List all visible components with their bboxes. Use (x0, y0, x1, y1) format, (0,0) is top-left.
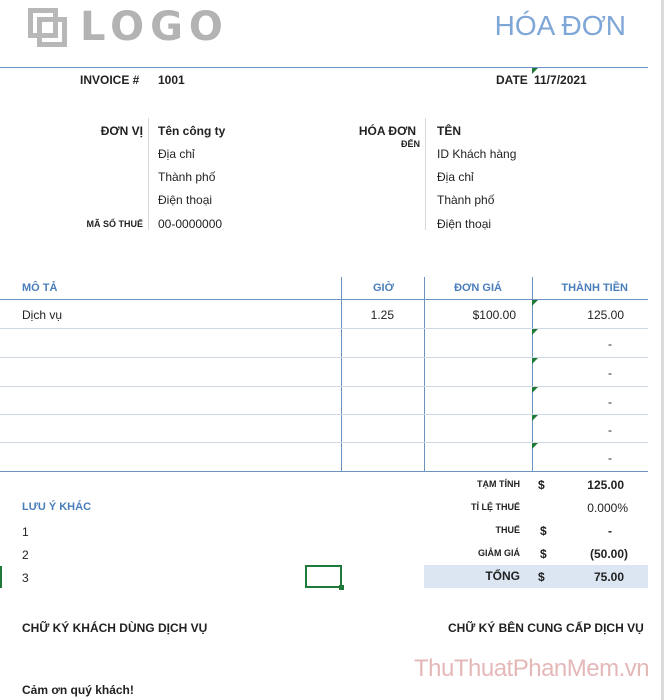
subtotal-label: TẠM TÍNH (477, 479, 520, 489)
cell-comment-marker (532, 358, 538, 364)
subtotal-value[interactable]: 125.00 (587, 478, 624, 492)
seller-phone[interactable]: Điện thoại (158, 193, 213, 207)
invoice-title: HÓA ĐƠN (494, 10, 626, 41)
seller-divider (148, 118, 149, 230)
col-header-hours: GIỜ (373, 282, 394, 294)
row-4-amount[interactable]: - (608, 395, 612, 409)
total-value[interactable]: 75.00 (593, 570, 624, 584)
table-header-underline (0, 299, 648, 300)
cell-comment-marker (532, 329, 538, 335)
cell-comment-marker (532, 387, 538, 393)
seller-tax-id[interactable]: 00-0000000 (158, 217, 223, 231)
tax-value[interactable]: - (608, 524, 612, 538)
tax-label: THUẾ (495, 525, 520, 535)
logo-icon (28, 8, 68, 46)
buyer-sublabel: ĐẾN (400, 139, 420, 149)
row-divider (0, 328, 648, 329)
watermark-text: ThuThuatPhanMem.vn (414, 655, 650, 682)
tax-id-label: MÃ SỐ THUẾ (86, 219, 143, 229)
row-selection-marker (0, 566, 2, 588)
row-1-amount[interactable]: 125.00 (587, 308, 624, 322)
buyer-customer-id[interactable]: ID Khách hàng (437, 147, 517, 161)
buyer-city[interactable]: Thành phố (437, 193, 495, 207)
thank-you-note: Cảm ơn quý khách! (22, 683, 134, 697)
row-divider (0, 357, 648, 358)
tax-currency: $ (540, 524, 547, 538)
buyer-divider (425, 118, 426, 230)
row-divider (0, 442, 648, 443)
col-header-amount: THÀNH TIỀN (561, 282, 628, 294)
date-label: DATE (496, 73, 528, 87)
header-divider (0, 67, 648, 68)
tax-rate-label: TỈ LỆ THUẾ (471, 502, 520, 512)
buyer-name[interactable]: TÊN (437, 124, 461, 138)
seller-name[interactable]: Tên công ty (158, 124, 226, 138)
logo-text: LOGO (80, 4, 229, 50)
seller-label: ĐƠN VỊ (100, 124, 143, 138)
note-item-1[interactable]: 1 (22, 525, 29, 539)
discount-value[interactable]: (50.00) (589, 547, 628, 561)
row-1-description[interactable]: Dịch vụ (22, 308, 63, 322)
tax-rate-value[interactable]: 0.000% (587, 501, 628, 515)
notes-label: LƯU Ý KHÁC (22, 501, 92, 513)
subtotal-currency: $ (538, 478, 545, 492)
row-6-amount[interactable]: - (608, 451, 612, 465)
discount-label: GIẢM GIÁ (478, 548, 520, 558)
invoice-number-label: INVOICE # (80, 73, 140, 87)
customer-signature-label: CHỮ KÝ KHÁCH DÙNG DỊCH VỤ (22, 621, 208, 635)
col-header-rate: ĐƠN GIÁ (454, 282, 502, 294)
col-header-description: MÔ TẢ (22, 282, 58, 294)
note-item-2[interactable]: 2 (22, 548, 29, 562)
cell-comment-marker (532, 300, 538, 306)
row-5-amount[interactable]: - (608, 423, 612, 437)
row-divider (0, 414, 648, 415)
cell-comment-marker (532, 415, 538, 421)
row-3-amount[interactable]: - (608, 366, 612, 380)
buyer-phone[interactable]: Điện thoại (437, 217, 492, 231)
discount-currency: $ (540, 547, 547, 561)
provider-signature-label: CHỮ KÝ BÊN CUNG CẤP DỊCH VỤ (448, 621, 644, 635)
table-bottom-border (0, 471, 648, 472)
total-currency: $ (538, 570, 545, 584)
buyer-label: HÓA ĐƠN (358, 124, 416, 138)
row-1-rate[interactable]: $100.00 (472, 308, 516, 322)
seller-address[interactable]: Địa chỉ (158, 147, 195, 161)
seller-city[interactable]: Thành phố (158, 170, 216, 184)
cell-comment-marker (532, 443, 538, 449)
row-1-hours[interactable]: 1.25 (370, 308, 394, 322)
active-cell-selection[interactable] (305, 565, 342, 588)
note-item-3[interactable]: 3 (22, 571, 29, 585)
total-label: TỔNG (485, 569, 520, 583)
invoice-number[interactable]: 1001 (158, 73, 185, 87)
invoice-date[interactable]: 11/7/2021 (534, 73, 587, 87)
row-divider (0, 386, 648, 387)
buyer-address[interactable]: Địa chỉ (437, 170, 474, 184)
row-2-amount[interactable]: - (608, 337, 612, 351)
